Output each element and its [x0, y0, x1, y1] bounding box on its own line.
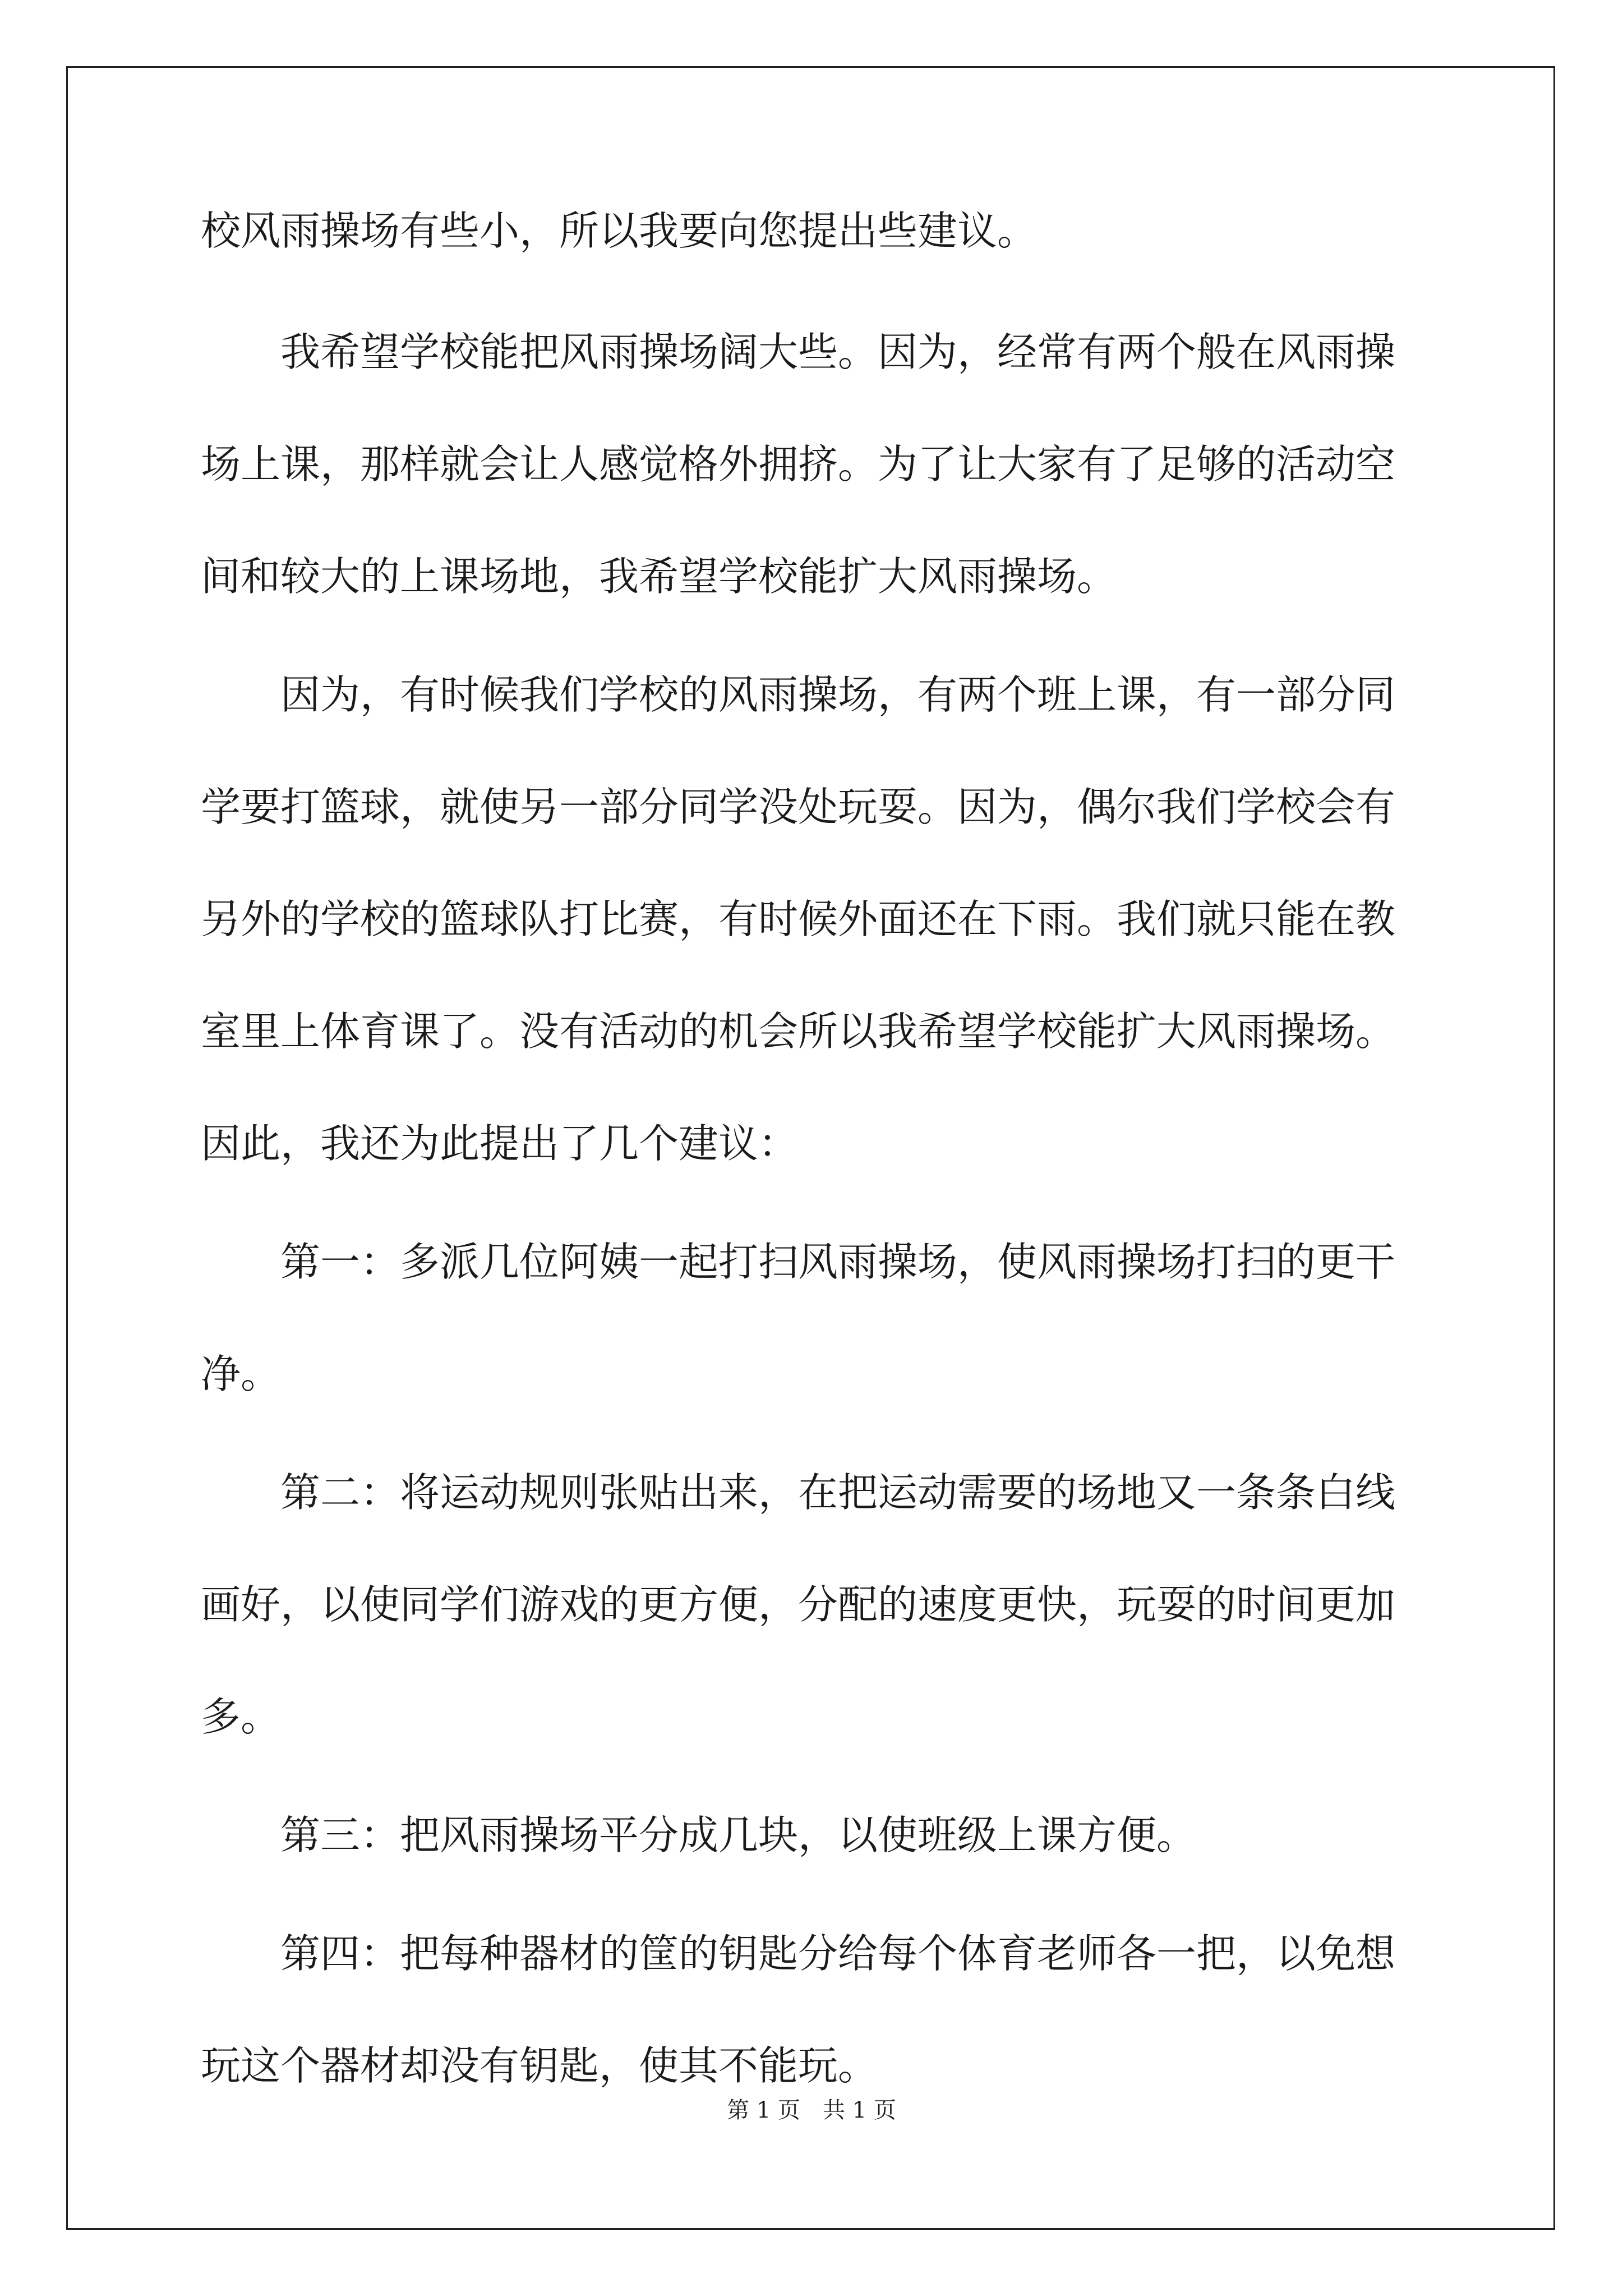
text-line: 第一：多派几位阿姨一起打扫风雨操场，使风雨操场打扫的更干 [201, 1239, 1396, 1285]
text-line: 校风雨操场有些小，所以我要向您提出些建议。 [201, 208, 1038, 254]
text-line: 我希望学校能把风雨操场阔大些。因为，经常有两个般在风雨操 [201, 329, 1396, 375]
text-line: 净。 [201, 1351, 281, 1397]
text-line: 画好，以使同学们游戏的更方便，分配的速度更快，玩耍的时间更加 [201, 1581, 1396, 1628]
text-line: 因此，我还为此提出了几个建议： [201, 1120, 799, 1167]
text-line: 第二：将运动规则张贴出来，在把运动需要的场地又一条条白线 [201, 1469, 1396, 1516]
text-line: 因为，有时候我们学校的风雨操场，有两个班上课，有一部分同 [201, 671, 1396, 718]
text-line: 场上课，那样就会让人感觉格外拥挤。为了让大家有了足够的活动空 [201, 441, 1396, 487]
text-line: 第三：把风雨操场平分成几块，以使班级上课方便。 [201, 1812, 1197, 1858]
text-line: 间和较大的上课场地，我希望学校能扩大风雨操场。 [201, 553, 1117, 600]
text-line: 多。 [201, 1694, 281, 1740]
text-line: 另外的学校的篮球队打比赛，有时候外面还在下雨。我们就只能在教 [201, 896, 1396, 942]
text-line: 第四：把每种器材的筐的钥匙分给每个体育老师各一把，以免想 [201, 1930, 1396, 1977]
text-line: 玩这个器材却没有钥匙，使其不能玩。 [201, 2042, 878, 2089]
text-line: 室里上体育课了。没有活动的机会所以我希望学校能扩大风雨操场。 [201, 1008, 1396, 1055]
page-number-footer: 第 1 页 共 1 页 [727, 2097, 896, 2123]
text-line: 学要打篮球，就使另一部分同学没处玩耍。因为，偶尔我们学校会有 [201, 784, 1396, 830]
